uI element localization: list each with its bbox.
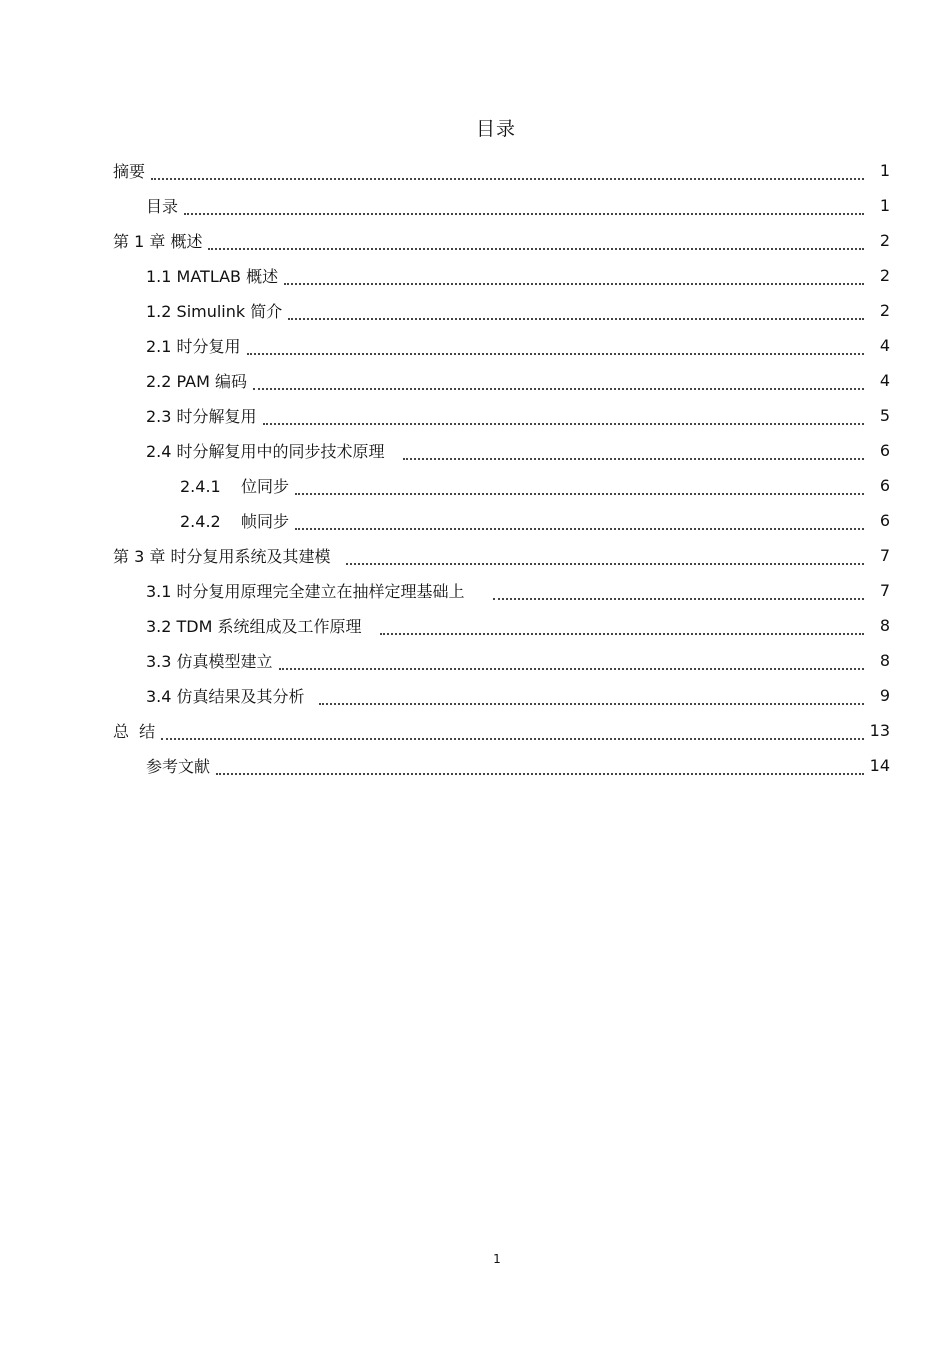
toc-entry-chapter-3[interactable] <box>0 538 950 573</box>
toc-entry-page: 14 <box>869 756 890 775</box>
toc-entry-1-1[interactable] <box>0 258 950 293</box>
toc-entry-2-4-2[interactable] <box>0 503 950 538</box>
toc-entry-3-1[interactable] <box>0 573 950 608</box>
toc-dot-leader <box>284 269 864 285</box>
toc-entry-page: 6 <box>879 476 890 495</box>
toc-entry-label: 2.3 时分解复用 <box>146 407 257 426</box>
toc-entry-2-4-1[interactable] <box>0 468 950 503</box>
toc-entry-abstract[interactable] <box>0 153 950 188</box>
toc-dot-leader <box>380 619 864 635</box>
toc-entry-label: 3.4 仿真结果及其分析 <box>146 687 305 706</box>
toc-entry-page: 1 <box>879 196 890 215</box>
toc-entry-3-2[interactable] <box>0 608 950 643</box>
toc-entry-page: 5 <box>879 406 890 425</box>
toc-entry-page: 2 <box>879 301 890 320</box>
toc-entry-page: 4 <box>879 371 890 390</box>
toc-entry-page: 2 <box>879 231 890 250</box>
page-title: 目录 <box>475 118 516 140</box>
toc-entry-page: 13 <box>869 721 890 740</box>
toc-entry-label: 2.4 时分解复用中的同步技术原理 <box>146 442 385 461</box>
toc-dot-leader <box>295 479 864 495</box>
toc-dot-leader <box>161 724 864 740</box>
toc-dot-leader <box>319 689 864 705</box>
toc-entry-page: 6 <box>879 511 890 530</box>
toc-entry-page: 1 <box>879 161 890 180</box>
toc-entry-2-3[interactable] <box>0 398 950 433</box>
toc-dot-leader <box>295 514 864 530</box>
toc-entry-2-4[interactable] <box>0 433 950 468</box>
toc-entry-page: 7 <box>879 546 890 565</box>
toc-entry-chapter-1[interactable] <box>0 223 950 258</box>
toc-entry-label: 2.2 PAM 编码 <box>146 372 247 391</box>
toc-entry-summary[interactable] <box>0 713 950 748</box>
toc-entry-page: 6 <box>879 441 890 460</box>
toc-entry-page: 2 <box>879 266 890 285</box>
toc-entry-label: 3.2 TDM 系统组成及工作原理 <box>146 617 362 636</box>
toc-entry-label: 总 结 <box>113 722 156 741</box>
toc-dot-leader <box>184 199 864 215</box>
toc-entry-references[interactable] <box>0 748 950 783</box>
toc-entry-3-4[interactable] <box>0 678 950 713</box>
toc-entry-2-1[interactable] <box>0 328 950 363</box>
toc-entry-label: 3.1 时分复用原理完全建立在抽样定理基础上 <box>146 582 465 601</box>
toc-entry-label: 1.2 Simulink 简介 <box>146 302 283 321</box>
toc-dot-leader <box>493 584 864 600</box>
toc-dot-leader <box>346 549 864 565</box>
toc-entry-label: 2.4.2 帧同步 <box>180 512 290 531</box>
toc-entry-label: 2.4.1 位同步 <box>180 477 290 496</box>
toc-entry-label: 3.3 仿真模型建立 <box>146 652 273 671</box>
toc-entry-label: 目录 <box>146 197 179 216</box>
toc-entry-1-2[interactable] <box>0 293 950 328</box>
toc-entry-3-3[interactable] <box>0 643 950 678</box>
page-number: 1 <box>493 1252 501 1266</box>
toc-entry-label: 1.1 MATLAB 概述 <box>146 267 279 286</box>
toc-entry-contents[interactable] <box>0 188 950 223</box>
toc-dot-leader <box>208 234 864 250</box>
toc-entry-page: 8 <box>879 616 890 635</box>
toc-dot-leader <box>288 304 864 320</box>
toc-entry-page: 7 <box>879 581 890 600</box>
toc-dot-leader <box>263 409 864 425</box>
toc-entry-page: 8 <box>879 651 890 670</box>
toc-dot-leader <box>279 654 864 670</box>
toc-dot-leader <box>403 444 864 460</box>
toc-entry-label: 摘要 <box>113 162 146 181</box>
toc-dot-leader <box>253 374 864 390</box>
toc-entry-label: 2.1 时分复用 <box>146 337 241 356</box>
table-of-contents <box>0 153 950 783</box>
toc-dot-leader <box>151 164 864 180</box>
toc-entry-label: 参考文献 <box>146 757 211 776</box>
toc-entry-page: 4 <box>879 336 890 355</box>
toc-entry-label: 第 3 章 时分复用系统及其建模 <box>113 547 331 566</box>
toc-entry-page: 9 <box>879 686 890 705</box>
toc-dot-leader <box>216 759 864 775</box>
toc-dot-leader <box>247 339 864 355</box>
toc-entry-2-2[interactable] <box>0 363 950 398</box>
toc-entry-label: 第 1 章 概述 <box>113 232 203 251</box>
